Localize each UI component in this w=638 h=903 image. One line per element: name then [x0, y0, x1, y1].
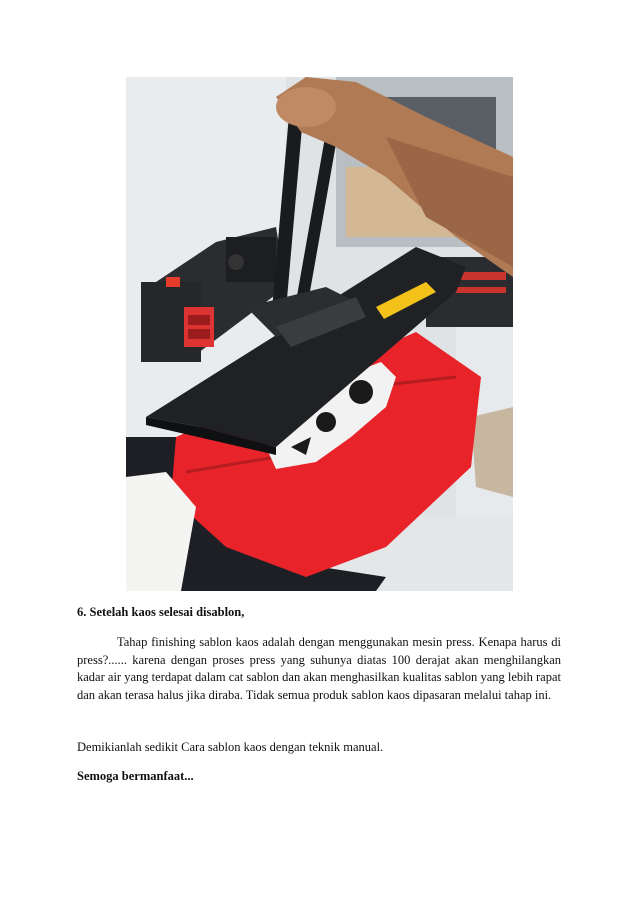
- closing-sentence: Demikianlah sedikit Cara sablon kaos dengan teknik manual.: [77, 740, 384, 754]
- photo-illustration: [126, 77, 513, 591]
- heat-press-machine-photo: [126, 77, 513, 591]
- section-heading: 6. Setelah kaos selesai disablon,: [77, 605, 245, 619]
- signoff-text: Semoga bermanfaat...: [77, 769, 194, 783]
- body-paragraph: Tahap finishing sablon kaos adalah dengan menggunakan mesin press. Kenapa harus di press?...... karena dengan proses press yang suhunya diatas 100 derajat akan menghilangkan kadar air yang terdapat dalam cat sablon dan akan menghasilkan kualitas sablon yang lebih rapat dan akan terasa halus jika diraba. Tidak semua produk sablon kaos dipasaran melalui tahap ini.: [77, 635, 561, 702]
